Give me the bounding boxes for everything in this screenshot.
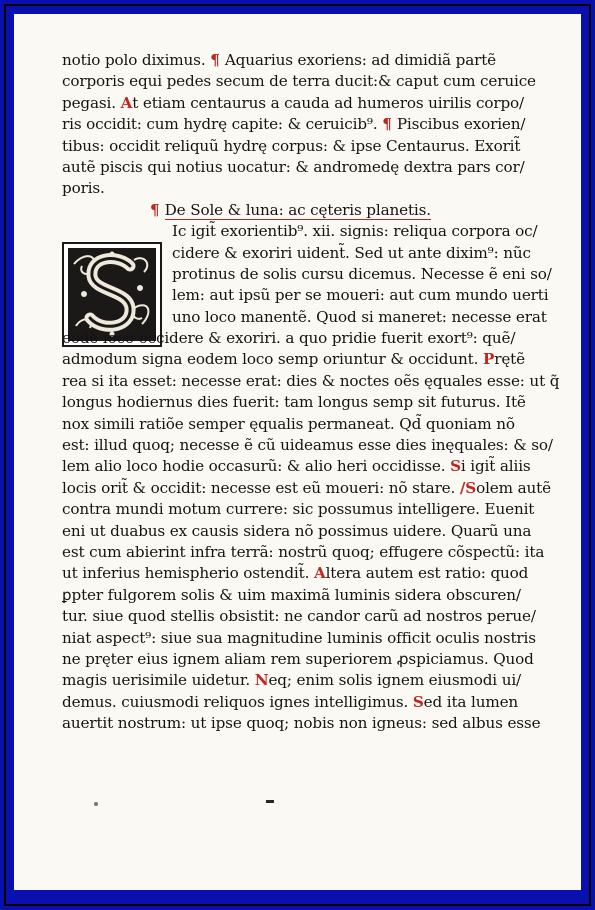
text-line-3: pegasi. At etiam centaurus a cauda ad humeros uirilis corpo/ <box>62 93 525 112</box>
rubric-capital: P <box>482 350 495 369</box>
paragraph-mark: ¶ <box>210 51 225 69</box>
text-line-24: est cum abierint infra terrã: nostrũ quoq; effugere cõspectũ: ita <box>62 542 545 561</box>
rubric-capital: S <box>412 692 424 711</box>
text-line-6: autẽ piscis qui notius uocatur: & andromedę dextra pars cor/ <box>62 157 525 176</box>
text-line-31: demus. cuiusmodi reliquos ignes intelligimus. Sed ita lumen <box>62 692 519 711</box>
text-line-12: lem: aut ipsũ per se moueri: aut cum mundo uerti <box>172 286 549 305</box>
text-line-25: ut inferius hemispherio ostendit̃. Altera autem est ratio: quod <box>62 564 529 583</box>
text-line-20: lem alio loco hodie occasurũ: & alio heri occidisse. Si igit̃ aliis <box>62 457 531 476</box>
rubric-capital: N <box>254 671 269 690</box>
ink-speck <box>94 802 98 806</box>
text-line-9: Ic igit̃ exorientib⁹. xii. signis: reliqua corpora oc/ <box>172 222 538 241</box>
text-line-23: eni ut duabus ex causis sidera nõ possimus uidere. Quarũ una <box>62 521 532 540</box>
text-line-28: niat aspect⁹: siue sua magnitudine luminis officit oculis nostris <box>62 628 536 647</box>
rubric-capital: A <box>120 93 133 112</box>
text-line-13: uno loco manentẽ. Quod si maneret: necesse erat <box>172 307 547 326</box>
text-line-29: ne pręter eius ignem aliam rem superiorem ꝓspiciamus. Quod <box>62 649 534 668</box>
text-line-22: contra mundi motum currere: sic possumus intelligere. Euenit <box>62 500 535 519</box>
paragraph-mark: ¶ <box>382 115 397 134</box>
heading-text: De Sole & luna: ac cęteris planetis. <box>164 200 431 219</box>
text-line-21: locis orit̃ & occidit: necesse est eũ moueri: nõ stare. /Solem autẽ <box>62 478 551 497</box>
manuscript-page <box>14 14 581 890</box>
text-line-32: auertit nostrum: ut ipse quoq; nobis non igneus: sed albus esse <box>62 714 541 733</box>
text-line-14: eodẽ loco occidere & exoriri. a quo pridie fuerit exort⁹: quẽ/ <box>62 329 516 348</box>
signature-mark <box>266 800 274 803</box>
text-line-26: ꝑpter fulgorem solis & uim maximã luminis sidera obscuren/ <box>62 585 521 604</box>
rubric-capital: S <box>450 457 461 476</box>
rubric-capital: /S <box>459 478 477 497</box>
text-line-4: ris occidit: cum hydrę capite: & ceruicib⁹. ¶ Piscibus exorien/ <box>62 115 526 134</box>
text-line-1: notio polo diximus. ¶ Aquarius exoriens: ad dimidiã partẽ <box>62 51 496 69</box>
text-line-11: protinus de solis cursu dicemus. Necesse ẽ eni so/ <box>172 264 552 283</box>
text-line-2: corporis equi pedes secum de terra ducit:& caput cum ceruice <box>62 72 536 91</box>
text-line-5: tibus: occidit reliquũ hydrę corpus: & ipse Centaurus. Exorit̃ <box>62 136 521 155</box>
text-line-30: magis uerisimile uidetur. Neq; enim solis ignem eiusmodi ui/ <box>62 671 521 690</box>
rubric-capital: A <box>313 564 326 583</box>
text-line-27: tur. siue quod stellis obsistit: ne candor carũ ad nostros perue/ <box>62 607 536 626</box>
text-line-18: nox simili ratiõe semper ęqualis permaneat. Qd̃ quoniam nõ <box>62 414 515 433</box>
text-line-19: est: illud quoq; necesse ẽ cũ uideamus esse dies inęquales: & so/ <box>62 436 553 455</box>
paragraph-mark: ¶ <box>150 200 165 219</box>
text-line-15: admodum signa eodem loco semp oriuntur & occidunt. Prętẽ <box>62 350 525 369</box>
text-line-10: cidere & exoriri uident̃. Sed ut ante dixim⁹: nũc <box>172 243 531 262</box>
text-line-7: poris. <box>62 179 105 198</box>
chapter-heading <box>62 200 572 221</box>
text-line-17: longus hodiernus dies fuerit: tam longus semp sit futurus. Itẽ <box>62 393 526 412</box>
text-block <box>62 50 572 735</box>
text-line-16: rea si ita esset: necesse erat: dies & noctes oẽs ęquales esse: ut q̃ <box>62 371 560 390</box>
